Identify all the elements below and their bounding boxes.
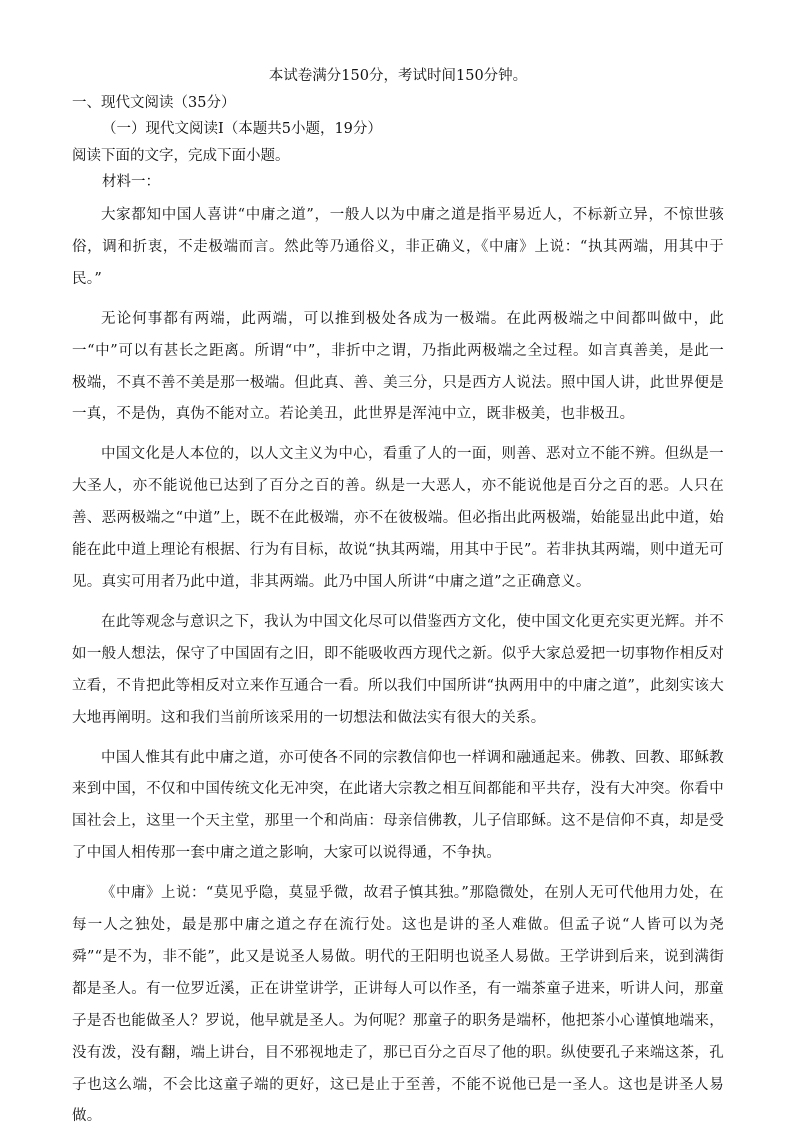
exam-page: [72, 66, 724, 1133]
subsection-title: （一）现代文阅读Ⅰ（本题共5小题，19分）: [102, 121, 382, 137]
reading-instruction: 阅读下面的文字，完成下面小题。: [72, 148, 290, 164]
paragraph-2: 无论何事都有两端，此两端，可以推到极处各成为一极端。在此两极端之中间都叫做中，此一“中”可以有甚长之距离。所谓“中”，非折中之谓，乃指此两极端之全过程。如言真善美，是此一极端，不真不善不美是那一极端。但此真、善、美三分，只是西方人说法。照中国人讲，此世界便是一真，不是伪，真伪不能对立。若论美丑，此世界是浑沌中立，既非极美，也非极丑。: [72, 310, 724, 423]
paragraph-3: 中国文化是人本位的，以人文主义为中心，看重了人的一面，则善、恶对立不能不辨。但纵是一大圣人，亦不能说他已达到了百分之百的善。纵是一大恶人，亦不能说他是百分之百的恶。人只在善、恶两极端之“中道”上，既不在此极端，亦不在彼极端。但必指出此两极端，始能显出此中道，始能在此中道上理论有根据、行为有目标，故说“执其两端，用其中于民”。若非执其两端，则中道无可见。真实可用者乃此中道，非其两端。此乃中国人所讲“中庸之道”之正确意义。: [72, 446, 724, 590]
paragraph-5: 中国人惟其有此中庸之道，亦可使各不同的宗教信仰也一样调和融通起来。佛教、回教、耶稣教来到中国，不仅和中国传统文化无冲突，在此诸大宗教之相互间都能和平共存，没有大冲突。你看中国社会上，这里一个天主堂，那里一个和尚庙：母亲信佛教，儿子信耶稣。这不是信仰不真，却是受了中国人相传那一套中庸之道之影响，大家可以说得通，不争执。: [72, 749, 724, 862]
paragraph-4: 在此等观念与意识之下，我认为中国文化尽可以借鉴西方文化，使中国文化更充实更光辉。并不如一般人想法，保守了中国固有之旧，即不能吸收西方现代之新。似乎大家总爱把一切事物作相反对立看，不肯把此等相反对立来作互通合一看。所以我们中国所讲“执两用中的中庸之道”，此刻实该大大地再阐明。这和我们当前所该采用的一切想法和做法实有很大的关系。: [72, 613, 724, 726]
paragraph-1: 大家都知中国人喜讲“中庸之道”，一般人以为中庸之道是指平易近人，不标新立异，不惊世骇俗，调和折衷，不走极端而言。然此等乃通俗义，非正确义，《中庸》上说：“执其两端，用其中于民。”: [72, 207, 724, 287]
paragraph-6: 《中庸》上说：“莫见乎隐，莫显乎微，故君子慎其独。”那隐微处，在别人无可代他用力处，在每一人之独处，最是那中庸之道之存在流行处。这也是讲的圣人难做。但孟子说“人皆可以为尧舜”“是不为，非不能”，此又是说圣人易做。明代的王阳明也说圣人易做。王学讲到后来，说到满街都是圣人。有一位罗近溪，正在讲堂讲学，正讲每人可以作圣，有一端茶童子进来，听讲人问，那童子是否也能做圣人？罗说，他早就是圣人。为何呢？那童子的职务是端杯，他把茶小心谨慎地端来，没有泼，没有翻，端上讲台，目不邪视地走了，那已百分之百尽了他的职。纵使要孔子来端这茶，孔子也这么端，不会比这童子端的更好，这已是止于至善，不能不说他已是一圣人。这也是讲圣人易做。: [72, 885, 724, 1125]
exam-notice: 本试卷满分150分，考试时间150分钟。: [268, 68, 528, 84]
material-label: 材料一：: [102, 174, 160, 190]
section-title: 一、现代文阅读（35分）: [72, 95, 236, 111]
